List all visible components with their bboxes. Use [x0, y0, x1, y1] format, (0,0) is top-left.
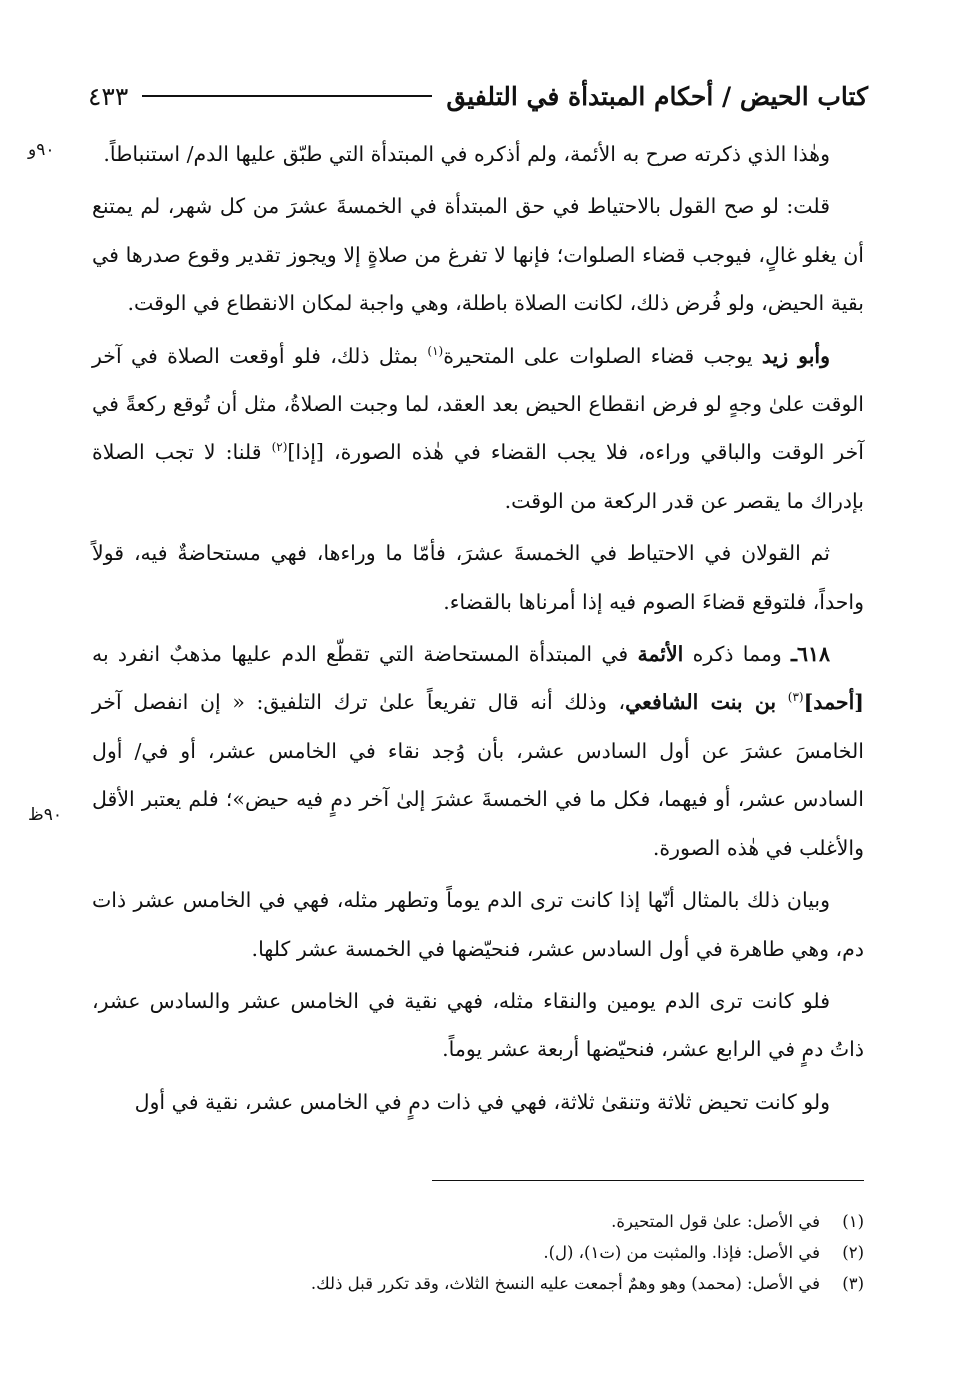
header-rule: [142, 95, 432, 97]
emphasis-text: بن بنت الشافعي: [625, 690, 777, 715]
footnote-number: (٢): [842, 1243, 864, 1262]
paragraph: [92, 182, 864, 327]
paragraph-text: ومما ذكره: [683, 642, 791, 667]
footnote-ref: (١): [427, 343, 444, 358]
footnote-text: في الأصل: علىٰ قول المتحيرة.: [611, 1212, 820, 1231]
header-title: كتاب الحيض / أحكام المبتدأة في التلفيق: [446, 81, 868, 111]
main-text: [92, 130, 864, 1126]
footnote: [92, 1206, 864, 1237]
paragraph-text: [776, 690, 788, 714]
paragraph-text: ، وذلك أنه قال تفريعاً علىٰ ترك التلفيق: « إن انفصل آخر الخامسَ عشرَ عن أول السادس عشر، بأن وُجد نقاء في الخامس عشر، أو في/ أول السادس عشر، أو فيهما، فكل ما في الخمسةَ عشرَ إلىٰ آخر دمٍ فيه حيض»؛ فلم يعتبر الأقل والأغلب في هٰذه الصورة.: [92, 690, 864, 860]
paragraph: [92, 876, 864, 973]
paragraph-text: قلت: لو صح القول بالاحتياط في حق المبتدأة في الخمسةَ عشرَ من كل شهر، لم يمتنع أن يغلو غالٍ، فيوجب قضاء الصلوات؛ فإنها لا تفرغ من صلاةٍ إلا ويجوز تقدير وقوع صدرها في بقية الحيض، ولو فُرض ذلك، لكانت الصلاة باطلة، وهي واجبة لمكان الانقطاع في الوقت.: [92, 194, 864, 316]
paragraph-text: في المبتدأة المستحاضة التي تقطّع الدم عليها مذهبٌ انفرد به: [92, 642, 638, 667]
paragraph: [92, 130, 864, 178]
footnote: [92, 1268, 864, 1299]
footnote-number: (١): [842, 1212, 864, 1231]
paragraph: [92, 1078, 864, 1126]
margin-folio-note: ٩٠و: [28, 140, 55, 160]
footnotes: [92, 1206, 864, 1299]
footnote: [92, 1237, 864, 1268]
paragraph-text: فلو كانت ترى الدم يومين والنقاء مثله، فهي نقية في الخامس عشر والسادس عشر، ذاتُ دمٍ في الرابع عشر، فنحيّضها أربعة عشر يوماً.: [92, 988, 864, 1062]
footnote-number: (٣): [842, 1274, 864, 1293]
paragraph-text: ثم القولان في الاحتياط في الخمسةَ عشرَ، فأمّا ما وراءها، فهي مستحاضةٌ فيه، قولاً واحداً، فلتوقع قضاءَ الصوم فيه إذا أمرناها بالقضاء.: [92, 541, 864, 614]
paragraph: [92, 977, 864, 1074]
author-name: وأبو زيد: [761, 343, 830, 368]
paragraph: [92, 529, 864, 626]
paragraph: [92, 630, 864, 872]
footnote-ref: (٢): [271, 440, 288, 455]
footnote-divider: [432, 1180, 864, 1181]
footnote-text: في الأصل: (محمد) وهو وهمٌ أجمعت عليه النسخ الثلاث، وقد تكرر قبل ذلك.: [310, 1274, 820, 1293]
margin-folio-note: ٩٠ظ: [28, 805, 62, 825]
paragraph-text: ولو كانت تحيض ثلاثة وتنقىٰ ثلاثة، فهي في ذات دمٍ في الخامس عشر، نقية في أول: [134, 1089, 830, 1114]
emphasis-text: [أحمد]: [803, 690, 864, 715]
paragraph-text: وبيان ذلك بالمثال أنّها إذا كانت ترى الدم يوماً وتطهر مثله، فهي في الخامس عشر ذات دم، وهي طاهرة في أول السادس عشر، فنحيّضها في الخمسة عشر كلها.: [92, 888, 864, 961]
section-number: ٦١٨ـ: [790, 642, 830, 667]
paragraph-text: يوجب قضاء الصلوات على المتحيرة: [443, 343, 762, 368]
paragraph-text: بمثل ذلك، فلو أوقعت الصلاة في آخر الوقت علىٰ وجهٍ لو فرض انقطاع الحيض بعد العقد، لما وجبت الصلاةُ، مثل أن تُوقع ركعةً في آخر الوقت والباقي وراءه، فلا يجب القضاء في هٰذه الصورة، [إذا]: [92, 343, 864, 465]
emphasis-text: الأئمة: [637, 642, 684, 667]
page-number: ٤٣٣: [88, 81, 129, 111]
running-header: [88, 76, 868, 116]
paragraph-text: وهٰذا الذي ذكرته صرح به الأئمة، ولم أذكره في المبتدأة التي طبّق عليها الدم/ استنباطاً.: [103, 142, 830, 166]
paragraph: [92, 332, 864, 526]
footnote-text: في الأصل: فإذا. والمثبت من (ت١)، (ل).: [543, 1243, 820, 1262]
paragraph-text: قلنا: لا تجب الصلاة بإدراك ما يقصر عن قدر الركعة من الوقت.: [92, 440, 864, 513]
footnote-ref: (٣): [787, 690, 804, 705]
